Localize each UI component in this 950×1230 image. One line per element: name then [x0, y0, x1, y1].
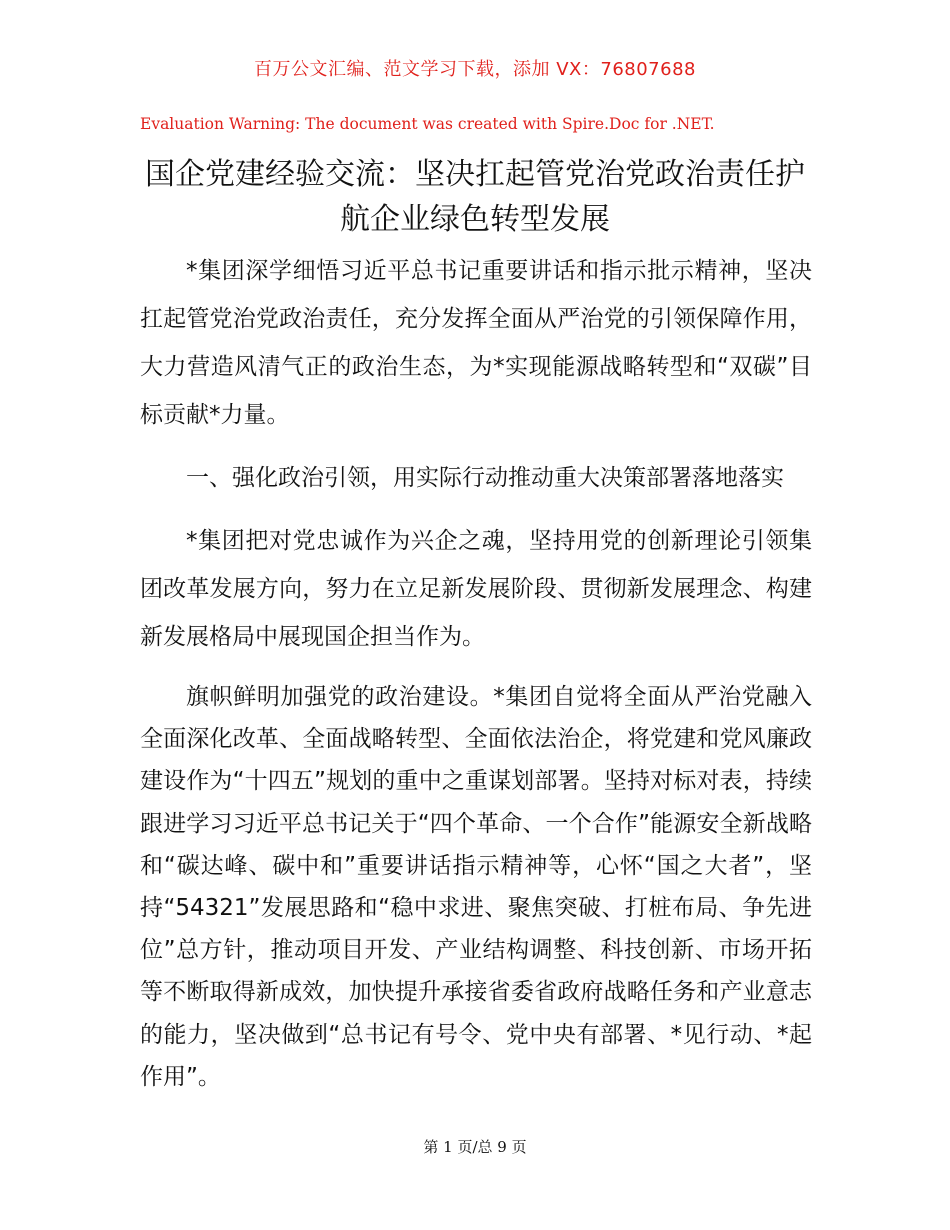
- promo-banner: 百万公文汇编、范文学习下载，添加 VX：76807688: [254, 59, 696, 80]
- document-body: [140, 247, 812, 1113]
- paragraph-intro: *集团深学细悟习近平总书记重要讲话和指示批示精神，坚决扛起管党治党政治责任，充分发挥全面从严治党的引领保障作用，大力营造风清气正的政治生态，为*实现能源战略转型和“双碳”目标贡献*力量。: [140, 258, 812, 428]
- page-number: 第 1 页/总 9 页: [423, 1138, 527, 1156]
- paragraph-political-building: 旗帜鲜明加强党的政治建设。*集团自觉将全面从严治党融入全面深化改革、全面战略转型、全面依法治企，将党建和党风廉政建设作为“十四五”规划的重中之重谋划部署。坚持对标对表，持续跟进学习习近平总书记关于“四个革命、一个合作”能源安全新战略和“碳达峰、碳中和”重要讲话指示精神等，心怀“国之大者”，坚持“54321”发展思路和“稳中求进、聚焦突破、打桩布局、争先进位”总方针，推动项目开发、产业结构调整、科技创新、市场开拓等不断取得新成效，加快提升承接省委省政府战略任务和产业意志的能力，坚决做到“总书记有号令、党中央有部署、*见行动、*起作用”。: [140, 684, 812, 1090]
- document-title: 国企党建经验交流：坚决扛起管党治党政治责任护航企业绿色转型发展: [145, 157, 805, 237]
- evaluation-warning: Evaluation Warning: The document was created with Spire.Doc for .NET.: [140, 115, 715, 133]
- paragraph-section-1-intro: *集团把对党忠诚作为兴企之魂，坚持用党的创新理论引领集团改革发展方向，努力在立足新发展阶段、贯彻新发展理念、构建新发展格局中展现国企担当作为。: [140, 528, 812, 650]
- section-heading-1: 一、强化政治引领，用实际行动推动重大决策部署落地落实: [186, 465, 784, 491]
